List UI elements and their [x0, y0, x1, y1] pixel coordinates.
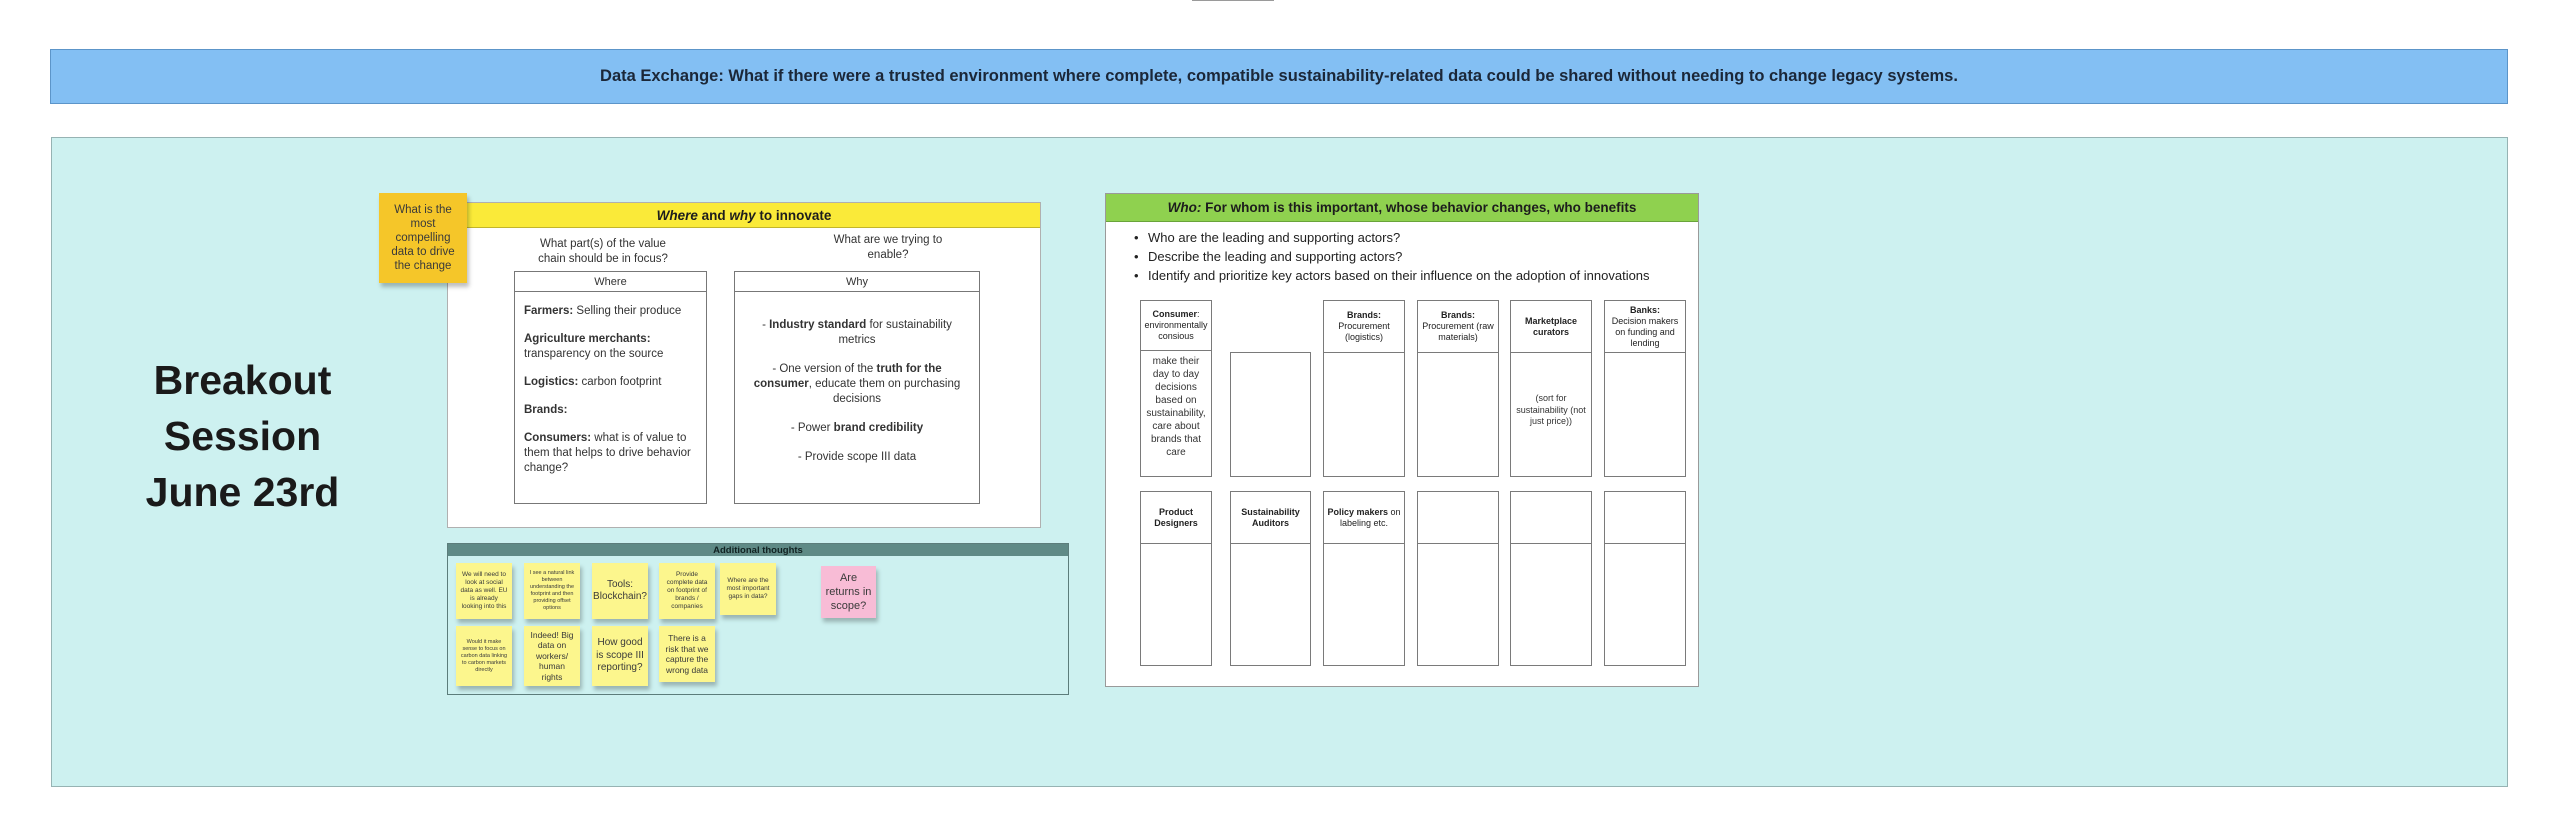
actor-card-body: make their day to day decisions based on sustainability, care about brands that care	[1146, 356, 1206, 458]
why-item-scope3: - Provide scope III data	[797, 451, 917, 463]
why-column-header: Why	[735, 272, 979, 292]
returns-question-sticky[interactable]: Are returns in scope?	[821, 566, 876, 618]
additional-thoughts-heading: Additional thoughts	[448, 544, 1068, 556]
sticky-note[interactable]: Provide complete data on footprint of brands / companies	[659, 563, 715, 619]
heading-why: why	[729, 207, 756, 223]
actor-card-header	[1511, 492, 1591, 544]
actor-card-product-designers[interactable]	[1140, 491, 1212, 666]
actor-card-header	[1605, 492, 1685, 544]
actor-card-body: (sort for sustainability (not just price))	[1516, 393, 1586, 426]
where-item-farmers: Farmers: Selling their produce	[524, 305, 682, 317]
why-item-truth: - One version of the truth for the consumer, educate them on purchasing decisions	[753, 363, 961, 405]
actor-card-empty[interactable]	[1510, 491, 1592, 666]
who-heading-em: Who:	[1167, 200, 1202, 215]
who-heading-rest: For whom is this important, whose behavior changes, who benefits	[1201, 200, 1637, 215]
where-column-header: Where	[515, 272, 706, 292]
top-scroll-indicator	[1192, 0, 1274, 1]
where-item-brands: Brands:	[524, 404, 568, 416]
who-heading	[1106, 194, 1698, 222]
actor-card-header: Banks: Decision makers on funding and lending	[1605, 301, 1685, 353]
session-title-line3: June 23rd	[145, 469, 340, 515]
actor-card-empty[interactable]	[1604, 491, 1686, 666]
session-title[interactable]	[110, 352, 375, 520]
actor-card-header: Brands: Procurement (logistics)	[1324, 301, 1404, 353]
actor-card-brands-logistics[interactable]	[1323, 300, 1405, 477]
who-bullet-list	[1134, 228, 1650, 285]
why-column[interactable]	[734, 271, 980, 504]
who-bullet: • Describe the leading and supporting actors?	[1134, 247, 1650, 266]
heading-where: Where	[656, 207, 698, 223]
where-why-frame[interactable]	[447, 202, 1041, 528]
actor-card-header: Consumer: environmentally consious	[1141, 301, 1211, 351]
why-question: What are we trying to enable?	[833, 234, 943, 261]
sticky-note[interactable]: Where are the most important gaps in data?	[720, 563, 776, 615]
challenge-banner[interactable]: Data Exchange: What if there were a trusted environment where complete, compatible sustainability-related data could be shared without needing to change legacy systems.	[50, 49, 2508, 104]
sticky-note[interactable]: Would it make sense to focus on carbon data linking to carbon markets directly	[456, 626, 512, 686]
where-item-logistics: Logistics: carbon footprint	[524, 376, 662, 388]
actor-card-empty[interactable]	[1417, 491, 1499, 666]
sticky-note[interactable]: I see a natural link between understanding the footprint and then providing offset options	[524, 563, 580, 619]
session-title-line2: Session	[163, 413, 322, 459]
actor-card-policy-makers[interactable]	[1323, 491, 1405, 666]
actor-card-header: Brands: Procurement (raw materials)	[1418, 301, 1498, 353]
actor-card-header: Marketplace curators	[1511, 301, 1591, 353]
who-frame[interactable]	[1105, 193, 1699, 687]
actor-card-empty[interactable]	[1230, 352, 1311, 477]
where-why-heading	[448, 203, 1040, 228]
actor-card-auditors[interactable]	[1230, 491, 1311, 666]
where-item-consumers: Consumers: what is of value to them that helps to drive behavior change?	[524, 432, 695, 474]
why-item-credibility: - Power brand credibility	[790, 422, 924, 434]
sticky-note[interactable]: There is a risk that we capture the wrong data	[659, 626, 715, 682]
who-bullet: • Who are the leading and supporting actors?	[1134, 228, 1650, 247]
actor-card-header: Policy makers on labeling etc.	[1324, 492, 1404, 544]
actor-card-header	[1418, 492, 1498, 544]
actor-card-brands-raw[interactable]	[1417, 300, 1499, 477]
actor-card-marketplace[interactable]	[1510, 300, 1592, 477]
where-item-agri: Agriculture merchants: transparency on the source	[524, 333, 664, 360]
compelling-data-sticky[interactable]: What is the most compelling data to drive the change	[379, 193, 467, 283]
actor-card-banks[interactable]	[1604, 300, 1686, 477]
sticky-note[interactable]: How good is scope III reporting?	[592, 626, 648, 686]
actor-card-header: Product Designers	[1141, 492, 1211, 544]
why-item-standard: - Industry standard for sustainability metrics	[762, 319, 956, 346]
who-bullet: • Identify and prioritize key actors based on their influence on the adoption of innovations	[1134, 266, 1650, 285]
sticky-note[interactable]: Tools: Blockchain?	[592, 563, 648, 619]
where-question: What part(s) of the value chain should be in focus?	[538, 238, 668, 265]
actor-card-header: Sustainability Auditors	[1231, 492, 1310, 544]
heading-and: and	[697, 207, 730, 223]
session-title-line1: Breakout	[153, 357, 332, 403]
sticky-note[interactable]: We will need to look at social data as well. EU is already looking into this	[456, 563, 512, 619]
heading-rest: to innovate	[755, 207, 832, 223]
sticky-note[interactable]: Indeed! Big data on workers/ human rights	[524, 626, 580, 686]
where-column[interactable]	[514, 271, 707, 504]
actor-card-consumer[interactable]	[1140, 300, 1212, 477]
